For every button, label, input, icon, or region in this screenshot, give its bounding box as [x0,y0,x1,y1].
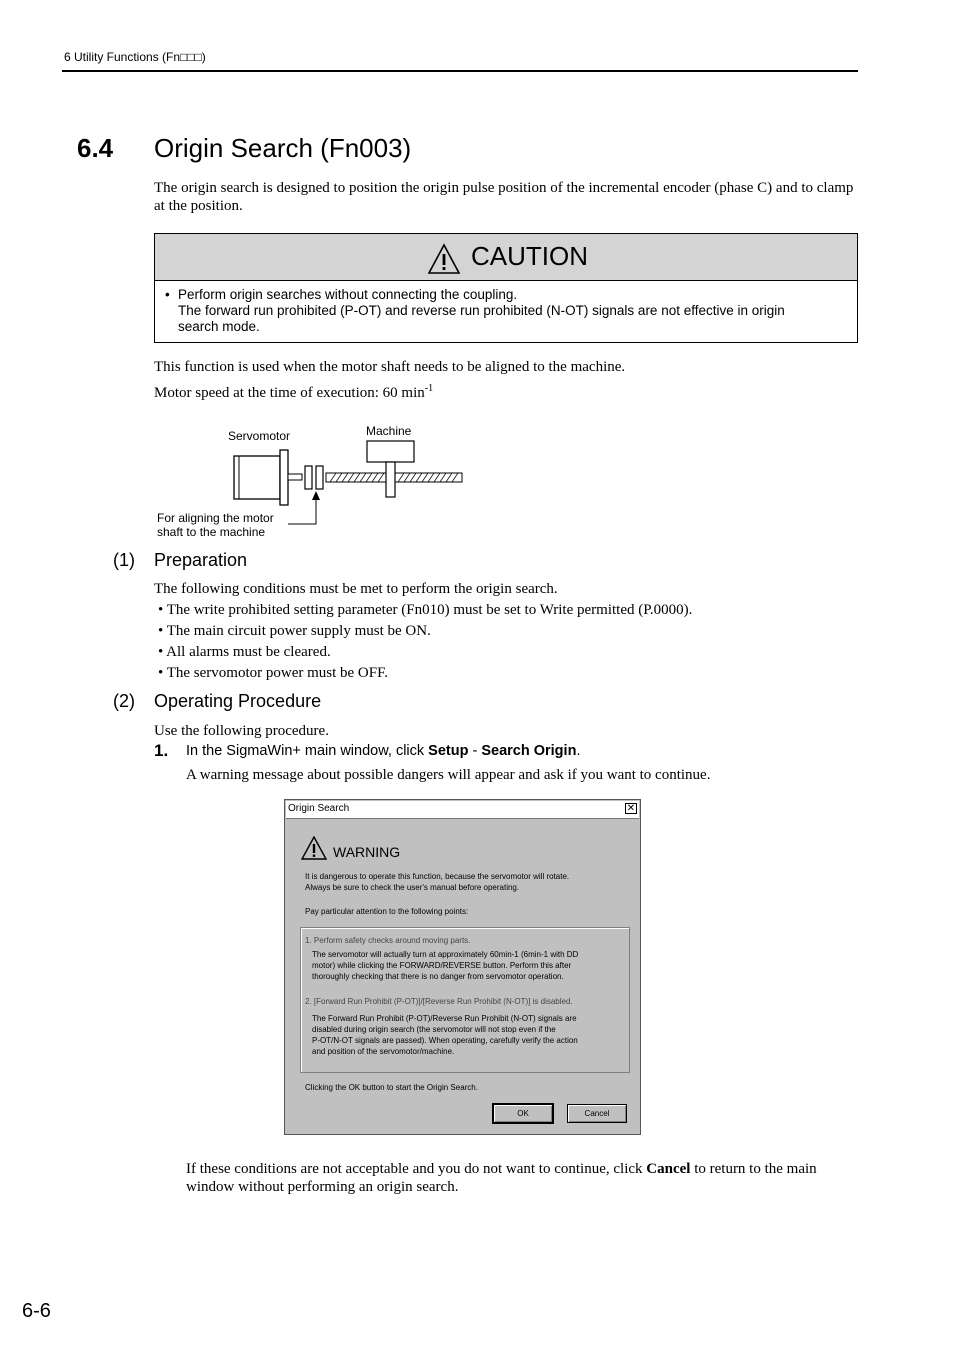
preparation-intro: The following conditions must be met to perform the origin search. [154,581,558,597]
preparation-number: (1) [113,550,135,570]
caution-line: Perform origin searches without connecting the coupling. [178,287,518,302]
caution-box [154,233,858,343]
preparation-item: • The servomotor power must be OFF. [158,665,389,681]
coupling-note [157,511,274,539]
warning-triangle-icon [427,243,461,275]
caution-header [155,234,857,281]
section-title: Origin Search (Fn003) [154,133,412,163]
step-text: In the SigmaWin+ main window, click [186,743,429,759]
running-header: 6 Utility Functions (Fn□□□) [64,50,206,64]
machine-label: Machine [366,424,412,438]
preparation-item: • All alarms must be cleared. [158,644,331,660]
precaution-text: The servomotor will actually turn at approximately 60min-1 (6min-1 with DD [312,950,579,959]
preparation-item: • The main circuit power supply must be ON. [158,623,431,639]
precaution-text: The Forward Run Prohibit (P-OT)/Reverse Run Prohibit (N-OT) signals are [312,1014,577,1023]
caution-bullet: • [165,287,170,302]
precaution-heading: 2. [Forward Run Prohibit (P-OT)]/[Reverse Run Prohibit (N-OT)] is disabled. [305,997,573,1006]
dialog-precautions-panel [300,927,630,1073]
motor-machine-diagram [150,418,480,546]
dialog-text: It is dangerous to operate this function, because the servomotor will rotate. [305,872,570,881]
warning-triangle-icon [301,836,327,860]
section-number: 6.4 [77,133,114,163]
servomotor-label: Servomotor [228,429,291,443]
caution-title: CAUTION [471,241,588,271]
dialog-warning-title: WARNING [333,844,401,860]
ok-button[interactable]: OK [493,1104,553,1123]
step-separator: - [468,743,482,759]
cancel-note-text: to return to the main window without performing an origin search. [186,1161,817,1195]
cancel-button[interactable]: Cancel [567,1104,627,1123]
setup-menu-ref: Setup [428,743,469,759]
coupling-note-line: shaft to the machine [157,525,266,539]
operating-number: (2) [113,691,135,711]
dialog-text: Pay particular attention to the following points: [305,907,469,916]
cancel-note [186,1160,862,1196]
operating-title: Operating Procedure [154,691,322,711]
function-description: This function is used when the motor shaft needs to be aligned to the machine. [154,359,626,375]
close-icon[interactable]: ✕ [626,803,636,814]
caution-line: search mode. [178,319,260,334]
step-number: 1. [154,741,169,760]
coupling-note-line: For aligning the motor [157,511,274,525]
dialog-footer-text: Clicking the OK button to start the Origin Search. [305,1083,478,1092]
precaution-text: disabled during origin search (the servomotor will not stop even if the [312,1025,556,1034]
precaution-heading: 1. Perform safety checks around moving parts. [305,936,471,945]
dialog-title: Origin Search [288,803,350,814]
precaution-text: motor) while clicking the FORWARD/REVERSE button. Perform this after [312,961,572,970]
precaution-text: P-OT/N-OT signals are passed). When operating, carefully verify the action [312,1036,578,1045]
header-rule [62,70,858,72]
page-number: 6-6 [22,1300,51,1322]
operating-intro: Use the following procedure. [154,723,329,739]
step-instruction [186,743,580,759]
search-origin-menu-ref: Search Origin [481,743,577,759]
step-period: . [576,743,581,759]
motor-speed-exponent: -1 [424,383,434,394]
cancel-note-text: If these conditions are not acceptable and you do not want to continue, click [186,1161,647,1177]
dialog-text: Always be sure to check the user's manual before operating. [305,883,520,892]
precaution-text: and position of the servomotor/machine. [312,1047,455,1056]
motor-speed-label: Motor speed at the time of execution: 60 min [154,385,425,401]
precaution-text: thoroughly checking that there is no danger from servomotor operation. [312,972,564,981]
preparation-item: • The write prohibited setting parameter (Fn010) must be set to Write permitted (P.0000). [158,602,693,618]
step-note: A warning message about possible dangers will appear and ask if you want to continue. [186,767,711,783]
caution-line: The forward run prohibited (P-OT) and reverse run prohibited (N-OT) signals are not effective in origin [178,303,785,318]
preparation-title: Preparation [154,550,248,570]
origin-search-dialog [284,799,641,1135]
dialog-titlebar [286,801,639,819]
cancel-button-ref: Cancel [646,1161,691,1177]
section-intro: The origin search is designed to position the origin pulse position of the incremental encoder (phase C) and to clamp at the position. [154,180,854,214]
motor-speed-text [154,380,433,402]
